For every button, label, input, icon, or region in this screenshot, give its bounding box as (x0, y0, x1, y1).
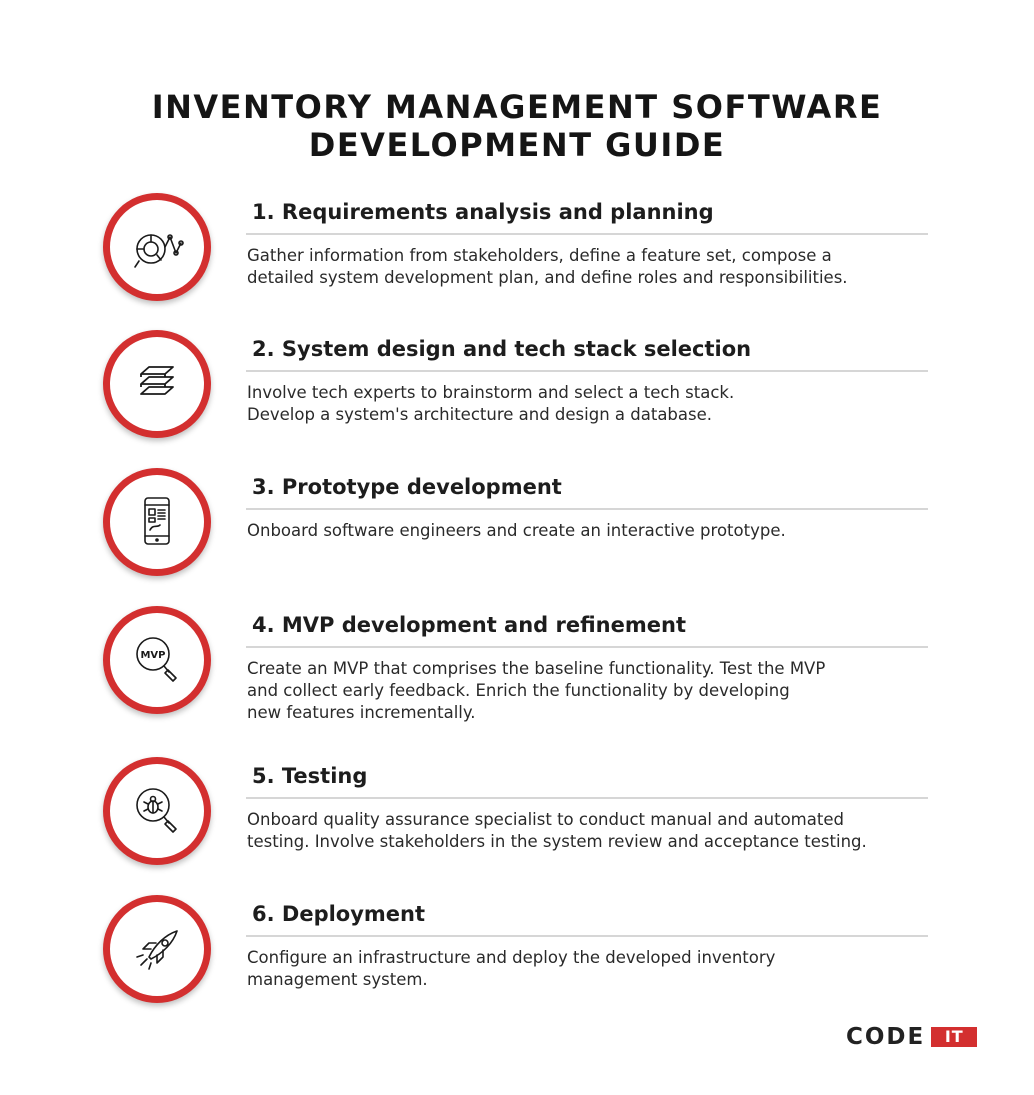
step-3-title: 3. Prototype development (252, 475, 562, 499)
mvp-magnifier-icon (129, 632, 185, 688)
step-3-description (247, 520, 937, 542)
step-1-line-1: Gather information from stakeholders, define a feature set, compose a (247, 246, 832, 265)
step-3-divider (246, 508, 928, 510)
step-6-divider (246, 935, 928, 937)
logo-code-text: CODE (846, 1024, 926, 1050)
step-4-title: 4. MVP development and refinement (252, 613, 686, 637)
step-6-title: 6. Deployment (252, 902, 426, 926)
step-4-divider (246, 646, 928, 648)
step-1-description (247, 245, 937, 289)
step-5-badge (103, 757, 211, 865)
title-line-2: DEVELOPMENT GUIDE (308, 126, 726, 164)
step-4-line-3: new features incrementally. (247, 703, 476, 722)
step-2-description (247, 382, 937, 426)
step-4-description (247, 658, 937, 724)
step-3-badge (103, 468, 211, 576)
step-5-title: 5. Testing (252, 764, 368, 788)
step-2-line-2: Develop a system's architecture and design a database. (247, 405, 713, 424)
step-6-line-2: management system. (247, 970, 428, 989)
mvp-icon-text: MVP (140, 650, 166, 661)
step-1-title: 1. Requirements analysis and planning (252, 200, 714, 224)
step-5-line-1: Onboard quality assurance specialist to conduct manual and automated (247, 810, 844, 829)
step-4-line-2: and collect early feedback. Enrich the functionality by developing (247, 681, 790, 700)
step-2-title: 2. System design and tech stack selection (252, 337, 752, 361)
step-1-badge (103, 193, 211, 301)
title-line-1: INVENTORY MANAGEMENT SOFTWARE (151, 88, 883, 126)
step-6-description (247, 947, 937, 991)
step-6-badge (103, 895, 211, 1003)
layers-icon (129, 356, 185, 412)
step-2-line-1: Involve tech experts to brainstorm and select a tech stack. (247, 383, 735, 402)
step-6-line-1: Configure an infrastructure and deploy the developed inventory (247, 948, 776, 967)
step-3-line-1: Onboard software engineers and create an interactive prototype. (247, 521, 786, 540)
step-1-divider (246, 233, 928, 235)
step-5-divider (246, 797, 928, 799)
step-5-description (247, 809, 937, 853)
step-4-line-1: Create an MVP that comprises the baseline functionality. Test the MVP (247, 659, 826, 678)
rocket-icon (129, 921, 185, 977)
step-4-badge (103, 606, 211, 714)
mobile-prototype-icon (129, 494, 185, 550)
codeit-logo (846, 1026, 977, 1048)
bug-magnifier-icon (129, 783, 185, 839)
analytics-chart-icon (129, 219, 185, 275)
step-1-line-2: detailed system development plan, and define roles and responsibilities. (247, 268, 848, 287)
step-2-divider (246, 370, 928, 372)
page-title (0, 88, 1034, 164)
logo-it-badge: IT (931, 1027, 977, 1047)
step-5-line-2: testing. Involve stakeholders in the system review and acceptance testing. (247, 832, 867, 851)
step-2-badge (103, 330, 211, 438)
